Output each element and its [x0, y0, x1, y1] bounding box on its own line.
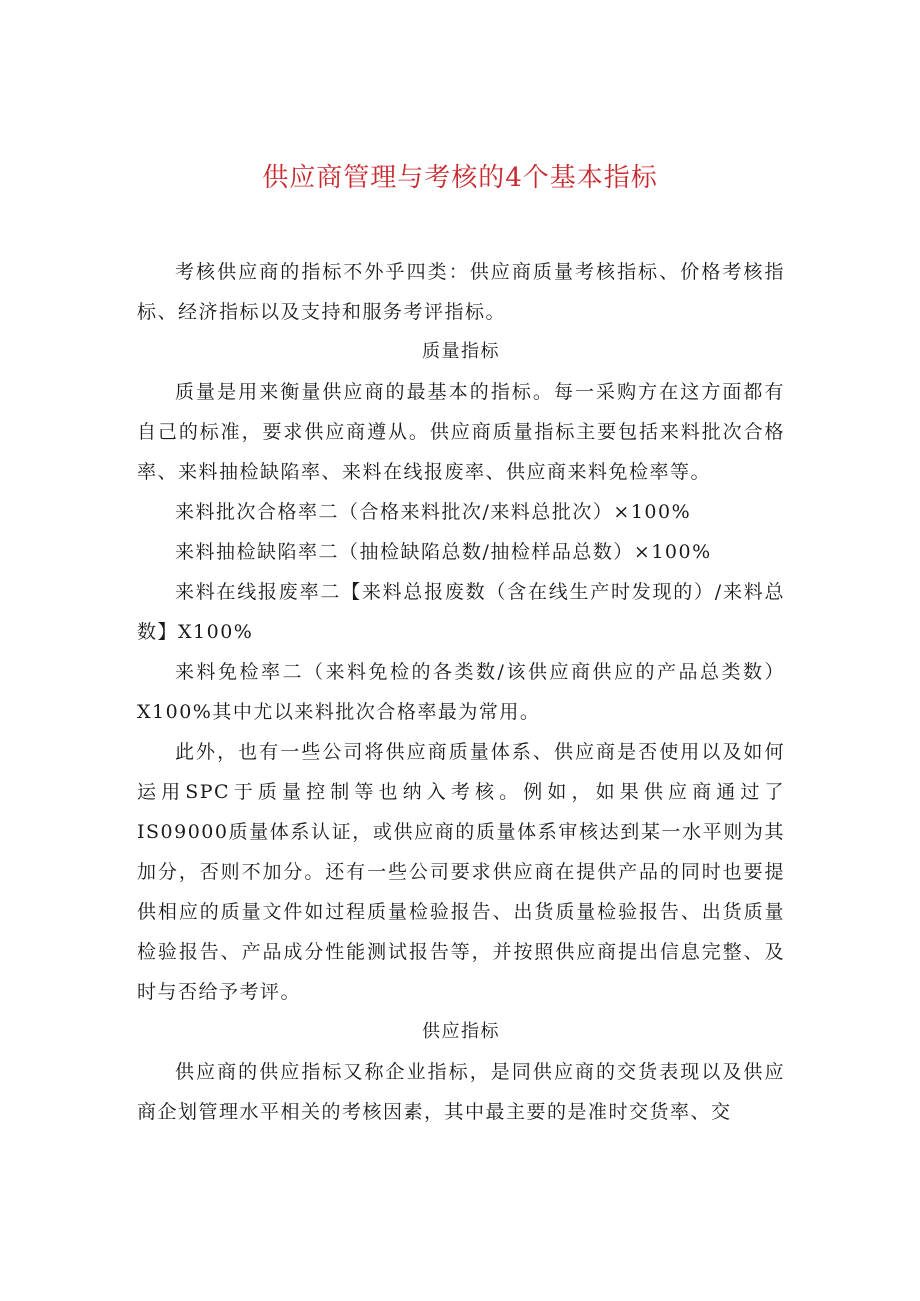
formula-sample-defect-rate: 来料抽检缺陷率二（抽检缺陷总数/抽检样品总数）×100%: [175, 541, 712, 563]
section-heading-quality: 质量指标: [422, 341, 500, 362]
formula-online-scrap-rate: 来料在线报废率二【来料总报废数（含在线生产时发现的）/来料总数】X100%: [137, 581, 785, 643]
formula-inspection-exempt-rate: 来料免检率二（来料免检的各类数/该供应商供应的产品总类数）X100%其中尤以来料批次合格率最为常用。: [137, 661, 785, 723]
section-heading-supply: 供应指标: [422, 1021, 500, 1042]
formula-batch-pass-rate: 来料批次合格率二（合格来料批次/来料总批次）×100%: [175, 501, 692, 523]
intro-paragraph: 考核供应商的指标不外乎四类：供应商质量考核指标、价格考核指标、经济指标以及支持和服务考评指标。: [137, 261, 785, 323]
quality-paragraph: 质量是用来衡量供应商的最基本的指标。每一采购方在这方面都有自己的标准，要求供应商遵从。供应商质量指标主要包括来料批次合格率、来料抽检缺陷率、来料在线报废率、供应商来料免检率等。: [137, 381, 785, 483]
document-title: 供应商管理与考核的4个基本指标: [262, 163, 658, 193]
document-body: [137, 252, 785, 1132]
supply-paragraph: 供应商的供应指标又称企业指标，是同供应商的交货表现以及供应商企划管理水平相关的考核因素，其中最主要的是准时交货率、交: [137, 1061, 785, 1123]
quality-system-paragraph: 此外，也有一些公司将供应商质量体系、供应商是否使用以及如何运用SPC于质量控制等也纳入考核。例如，如果供应商通过了IS09000质量体系认证，或供应商的质量体系审核达到某一水平则为其加分，否则不加分。还有一些公司要求供应商在提供产品的同时也要提供相应的质量文件如过程质量检验报告、出货质量检验报告、出货质量检验报告、产品成分性能测试报告等，并按照供应商提出信息完整、及时与否给予考评。: [137, 741, 785, 1003]
